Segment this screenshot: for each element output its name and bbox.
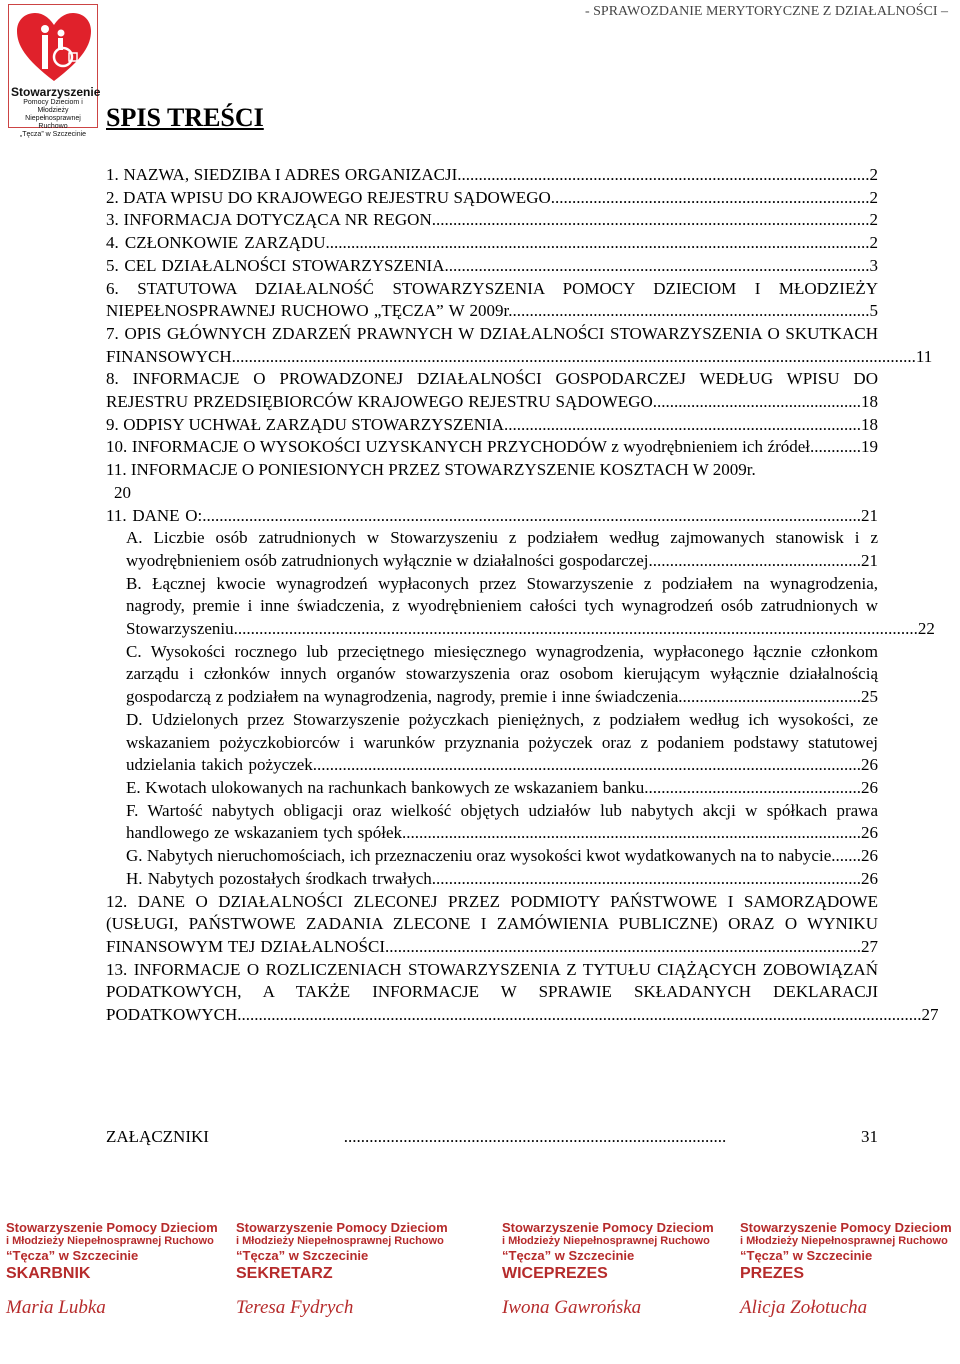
stamp-org-line: i Młodzieży Niepełnosprawnej Ruchowo [502, 1235, 710, 1247]
toc-page-number: 22 [917, 619, 935, 639]
toc-leader-dots: ................................................................................................................................. [312, 755, 861, 775]
stamp-role: PREZES [740, 1265, 805, 1282]
toc-entry[interactable] [106, 505, 878, 528]
toc-entry-annexes[interactable] [106, 1126, 878, 1149]
stamp-org-line: i Młodzieży Niepełnosprawnej Ruchowo [6, 1235, 214, 1247]
toc-entry[interactable] [106, 641, 878, 709]
stamp-org-line: Stowarzyszenie Pomocy Dzieciom [740, 1220, 952, 1235]
logo-name: Stowarzyszenie [11, 85, 101, 99]
toc-leader-dots: ........................................................................................................................................................... [202, 505, 861, 525]
toc-leader-dots: ................................................. [652, 550, 861, 570]
toc-leader-dots: ............................................................................................................... [389, 936, 861, 956]
toc-leader-dots: .................................................................................... [504, 414, 861, 434]
toc-entry[interactable] [106, 777, 878, 800]
toc-page-number: 26 [861, 755, 878, 775]
toc-entry[interactable] [106, 800, 878, 845]
toc-page-number: 2 [869, 210, 878, 230]
stamp-org-line: “Tęcza” w Szczecinie [236, 1248, 369, 1263]
toc-entry-text: 13. INFORMACJE O ROZLICZENIACH STOWARZYSZENIA Z TYTUŁU CIĄŻĄCYCH ZOBOWIĄZAŃ PODATKOWYCH, A TAKŻE INFORMACJE W SPRAWIE SKŁADANYCH DEKLARACJI PODATKOWYCH. [106, 959, 878, 1025]
signature-name: Teresa Fydrych [236, 1297, 354, 1318]
table-of-contents [106, 164, 939, 1027]
toc-leader-dots: ................................................. [652, 392, 861, 412]
toc-entry-text: 2. DATA WPISU DO KRAJOWEGO REJESTRU SĄDOWEGO [106, 187, 551, 207]
toc-entry-text: 6. STATUTOWA DZIAŁALNOŚĆ STOWARZYSZENIA POMOCY DZIECIOM I MŁODZIEŻY NIEPEŁNOSPRAWNEJ RUCHOWO „TĘCZA” W 2009r. [106, 278, 878, 321]
running-header: - SPRAWOZDANIE MERYTORYCZNE Z DZIAŁALNOŚCI – [584, 4, 948, 19]
stamp-org-line: “Tęcza” w Szczecinie [740, 1248, 873, 1263]
logo-line: „Tęcza” w Szczecinie [19, 131, 87, 138]
toc-leader-dots: ................................................................................................................................ [325, 233, 870, 253]
toc-entry-text: 3. INFORMACJA DOTYCZĄCA NR REGON [106, 210, 432, 230]
toc-entry[interactable] [106, 573, 935, 641]
toc-entry-text: 9. ODPISY UCHWAŁ ZARZĄDU STOWARZYSZENIA [106, 414, 504, 434]
toc-entry-text: C. Wysokości rocznego lub przeciętnego miesięcznego wynagrodzenia, wypłaconego łącznie członkom zarządu i członków innych organów stowarzyszenia oraz osobom kierującym wyłącznie działalnością gospodarczą z podziałem na wynagrodzenia, nagrody, premie i inne świadczenia. [126, 641, 878, 707]
toc-entry-text: F. Wartość nabytych obligacji oraz wielkość objętych udziałów lub nabytych akcji w spółkach prawa handlowego ze wskazaniem tych spółek [126, 800, 878, 843]
toc-entry[interactable] [106, 868, 878, 891]
toc-leader-dots: ............................................................................................................ [402, 823, 861, 843]
stamp-role: WICEPREZES [502, 1265, 608, 1282]
toc-entry-text: 1. NAZWA, SIEDZIBA I ADRES ORGANIZACJI [106, 165, 458, 184]
toc-entry[interactable] [106, 323, 933, 368]
toc-entry[interactable] [106, 232, 878, 255]
signature-name: Iwona Gawrońska [502, 1297, 642, 1318]
stamp-org-line: i Młodzieży Niepełnosprawnej Ruchowo [236, 1235, 444, 1247]
toc-page-number: 3 [869, 255, 878, 275]
toc-page-number: 2 [869, 165, 878, 184]
signature-stamp [502, 1220, 727, 1360]
toc-leader-dots: .......................................... [682, 687, 861, 707]
toc-entry-text: ZAŁĄCZNIKI [106, 1127, 209, 1146]
toc-page-number: 20 [114, 482, 131, 502]
toc-leader-dots: ..................................................................................................... [431, 868, 861, 888]
toc-leader-dots: ................................................... [644, 777, 861, 797]
toc-entry[interactable] [106, 164, 878, 187]
toc-entry[interactable] [106, 414, 878, 437]
toc-entry[interactable] [106, 527, 878, 572]
signature-stamp [6, 1220, 231, 1360]
stamp-org-line: “Tęcza” w Szczecinie [6, 1248, 139, 1263]
toc-entry-text: 12. DANE O DZIAŁALNOŚCI ZLECONEJ PRZEZ PODMIOTY PAŃSTWOWE I SAMORZĄDOWE (USŁUGI, PAŃSTWOWE ZADANIA ZLECONE I ZAMÓWIENIA PUBLICZNE) ORAZ O WYNIKU FINANSOWYM TEJ DZIAŁALNOŚCI. [106, 891, 878, 956]
toc-entry-text: B. Łącznej kwocie wynagrodzeń wypłaconych przez Stowarzyszenie z podziałem na wynagrodzenia, nagrody, premie i inne świadczenia, z wyodrębnieniem całości tych wynagrodzeń osób zatrudnionych w Stowarzyszeniu. [126, 573, 878, 639]
toc-entry-text: 11. DANE O: [106, 505, 203, 525]
toc-entry[interactable] [106, 436, 878, 459]
toc-page-number: 5 [869, 301, 878, 321]
toc-leader-dots: .......................................................................................... [343, 1127, 727, 1146]
toc-leader-dots: ................................................................................................. [457, 165, 870, 184]
toc-leader-dots: ....................................................................................................... [431, 210, 870, 230]
signature-name: Maria Lubka [6, 1297, 106, 1318]
toc-entry-text: E. Kwotach ulokowanych na rachunkach bankowych ze wskazaniem banku [126, 777, 645, 797]
toc-page-number: 19 [861, 437, 878, 457]
logo-line: Niepełnosprawnej Ruchowo [25, 115, 81, 130]
toc-page-number: 26 [861, 777, 878, 797]
toc-leader-dots: ................................................................................................................................................................ [235, 346, 916, 366]
toc-entry-text: 8. INFORMACJE O PROWADZONEJ DZIAŁALNOŚCI GOSPODARCZEJ WEDŁUG WPISU DO REJESTRU PRZEDSIĘBIORCÓW KRAJOWEGO REJESTRU SĄDOWEGO [106, 369, 878, 412]
heart-wheelchair-logo-icon [15, 11, 93, 85]
stamp-org-line: i Młodzieży Niepełnosprawnej Ruchowo [740, 1235, 948, 1247]
toc-page-number: 26 [861, 868, 878, 888]
toc-page-number: 31 [861, 1127, 879, 1146]
toc-entry[interactable] [106, 459, 878, 504]
stamp-role: SKARBNIK [6, 1265, 91, 1282]
toc-entry[interactable] [106, 209, 878, 232]
toc-entry-text: H. Nabytych pozostałych środkach trwałych [126, 868, 432, 888]
toc-entry[interactable] [106, 187, 878, 210]
toc-page-number: 18 [861, 414, 878, 434]
stamp-role: SEKRETARZ [236, 1265, 333, 1282]
toc-page-number: 21 [861, 505, 878, 525]
organization-logo [8, 4, 101, 138]
signature-stamps [0, 1220, 960, 1364]
toc-entry-text: 10. INFORMACJE O WYSOKOŚCI UZYSKANYCH PRZYCHODÓW z wyodrębnieniem ich źródeł. [106, 437, 815, 457]
toc-entry-text: 7. OPIS GŁÓWNYCH ZDARZEŃ PRAWNYCH W DZIAŁALNOŚCI STOWARZYSZENIA O SKUTKACH FINANSOWYCH. [106, 323, 878, 366]
toc-leader-dots: ....... [831, 846, 861, 866]
toc-page-number: 21 [861, 550, 878, 570]
toc-entry[interactable] [106, 845, 878, 868]
toc-entry-text: G. Nabytych nieruchomościach, ich przeznaczeniu oraz wysokości kwot wydatkowanych na to nabycie [126, 846, 832, 866]
toc-page-number: 2 [869, 233, 878, 253]
toc-page-number: 18 [861, 392, 878, 412]
toc-entry[interactable] [106, 368, 878, 413]
toc-page-number: 26 [861, 823, 878, 843]
signature-stamp [740, 1220, 960, 1360]
toc-leader-dots: ........... [814, 437, 861, 457]
toc-leader-dots: .................................................................................................... [444, 255, 870, 275]
logo-line: Pomocy Dzieciom i Młodzieży [23, 99, 83, 114]
signature-name: Alicja Zołotucha [740, 1297, 868, 1318]
toc-leader-dots: .................................................................................... [512, 301, 870, 321]
toc-page-number: 2 [869, 187, 878, 207]
toc-title: SPIS TREŚCI [106, 103, 264, 132]
toc-entry-text: D. Udzielonych przez Stowarzyszenie pożyczkach pieniężnych, z podziałem według ich wysokości, ze wskazaniem pożyczkobiorców i warunków przyznania pożyczek oraz z podaniem podstawy statutowej udzielania takich pożyczek [126, 709, 878, 775]
toc-page-number: 27 [861, 936, 878, 956]
toc-entry[interactable] [106, 255, 878, 278]
toc-page-number: 11 [915, 346, 933, 366]
toc-page-number: 27 [921, 1005, 939, 1025]
toc-entry-text: 11. INFORMACJE O PONIESIONYCH PRZEZ STOWARZYSZENIE KOSZTACH W 2009r. [106, 460, 756, 480]
toc-entry[interactable] [106, 959, 939, 1027]
toc-leader-dots: ................................................................................................................................................................ [241, 1005, 922, 1025]
stamp-org-line: Stowarzyszenie Pomocy Dzieciom [502, 1220, 714, 1235]
toc-entry[interactable] [106, 891, 878, 959]
toc-page-number: 26 [861, 846, 878, 866]
stamp-org-line: Stowarzyszenie Pomocy Dzieciom [6, 1220, 218, 1235]
toc-entry-text: 4. CZŁONKOWIE ZARZĄDU [106, 233, 326, 253]
logo-text [11, 85, 101, 139]
signature-stamp [236, 1220, 461, 1360]
toc-entry-text: A. Liczbie osób zatrudnionych w Stowarzyszeniu z podziałem według zajmowanych stanowisk i z wyodrębnieniem osób zatrudnionych wyłącznie w działalności gospodarczej. [126, 528, 878, 570]
toc-leader-dots: ........................................................................... [550, 187, 870, 207]
toc-entry[interactable] [106, 709, 878, 777]
toc-entry-text: 5. CEL DZIAŁALNOŚCI STOWARZYSZENIA [106, 255, 445, 275]
toc-page-number: 25 [861, 687, 878, 707]
toc-leader-dots: ................................................................................................................................................................ [237, 619, 918, 639]
toc-entry[interactable] [106, 278, 878, 323]
stamp-org-line: Stowarzyszenie Pomocy Dzieciom [236, 1220, 448, 1235]
stamp-org-line: “Tęcza” w Szczecinie [502, 1248, 635, 1263]
